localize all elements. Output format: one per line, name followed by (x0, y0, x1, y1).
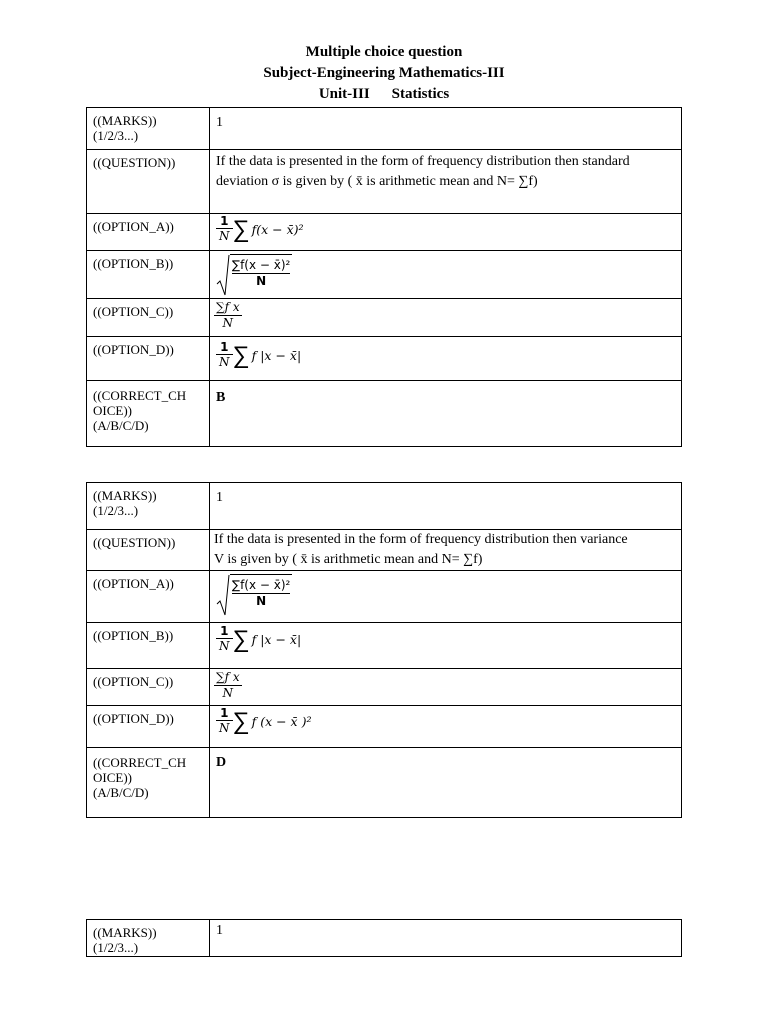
option-a-formula (210, 214, 682, 251)
question-text: If the data is presented in the form of frequency distribution then standard deviation σ is given by ( x̄ is arithmetic mean and N= ∑f) (210, 150, 682, 214)
doc-title: Multiple choice question (305, 44, 463, 60)
sigma-symbol: ∑ (232, 707, 250, 735)
question-table-2 (86, 482, 682, 818)
marks-row (87, 108, 682, 150)
marks-row (87, 920, 682, 957)
fraction: $\frac{\text{∑f x}}{N}$ (216, 670, 240, 700)
doc-subject: Subject-Engineering Mathematics-III (263, 65, 505, 81)
option-d-formula (210, 706, 682, 748)
sigma-symbol: ∑ (232, 341, 250, 369)
question-table-3 (86, 919, 682, 957)
fraction: $\frac{1}{N}$ (216, 215, 233, 243)
correct-label: ((CORRECT_CH OICE)) (A/B/C/D) (87, 748, 210, 818)
option-b-row (87, 623, 682, 669)
option-c-row (87, 669, 682, 706)
sigma-symbol: ∑ (232, 215, 250, 243)
option-b-label: ((OPTION_B)) (87, 251, 210, 299)
question-label: ((QUESTION)) (87, 530, 210, 571)
formula-expression: f (x − x̄ )² (251, 713, 312, 729)
correct-label: ((CORRECT_CH OICE)) (A/B/C/D) (87, 381, 210, 447)
option-c-formula (210, 669, 682, 706)
sigma-symbol: ∑ (232, 625, 250, 653)
option-a-row (87, 214, 682, 251)
option-d-label: ((OPTION_D)) (87, 337, 210, 381)
fraction: $\frac{\text{∑f x}}{N}$ (216, 300, 240, 330)
option-d-formula (210, 337, 682, 381)
correct-answer: D (210, 748, 682, 818)
question-row (87, 530, 682, 571)
option-b-formula (210, 251, 682, 299)
square-root: $\frac{\text{∑f(x − x̄)²}}{N}$ (216, 574, 292, 609)
fraction: $\frac{1}{N}$ (216, 707, 233, 735)
marks-value: 1 (210, 108, 682, 150)
fraction: $\frac{1}{N}$ (216, 625, 233, 653)
correct-row (87, 381, 682, 447)
correct-row (87, 748, 682, 818)
marks-label: ((MARKS)) (1/2/3...) (87, 108, 210, 150)
question-text: If the data is presented in the form of frequency distribution then variance V is given by ( x̄ is arithmetic mean and N= ∑f) (210, 530, 682, 571)
option-d-row (87, 337, 682, 381)
marks-label: ((MARKS)) (1/2/3...) (87, 920, 210, 957)
correct-answer: B (210, 381, 682, 447)
option-a-label: ((OPTION_A)) (87, 214, 210, 251)
option-d-label: ((OPTION_D)) (87, 706, 210, 748)
question-table-1 (86, 107, 682, 447)
option-a-row (87, 571, 682, 623)
doc-unit (0, 86, 768, 103)
option-b-label: ((OPTION_B)) (87, 623, 210, 669)
formula-expression: f(x − x̄)² (251, 221, 304, 237)
option-a-label: ((OPTION_A)) (87, 571, 210, 623)
question-label: ((QUESTION)) (87, 150, 210, 214)
formula-expression: f |x − x̄| (251, 347, 302, 363)
option-b-formula (210, 623, 682, 669)
question-row (87, 150, 682, 214)
formula-expression: f |x − x̄| (251, 631, 302, 647)
unit-label: Unit-III (318, 86, 370, 102)
square-root: $\frac{\text{∑f(x − x̄)²}}{N}$ (216, 254, 292, 289)
fraction: $\frac{1}{N}$ (216, 341, 233, 369)
option-c-label: ((OPTION_C)) (87, 669, 210, 706)
option-a-formula (210, 571, 682, 623)
marks-label: ((MARKS)) (1/2/3...) (87, 483, 210, 530)
marks-row (87, 483, 682, 530)
unit-topic: Statistics (391, 86, 450, 102)
marks-value: 1 (210, 920, 682, 957)
option-d-row (87, 706, 682, 748)
option-c-row (87, 299, 682, 337)
marks-value: 1 (210, 483, 682, 530)
option-c-formula (210, 299, 682, 337)
option-c-label: ((OPTION_C)) (87, 299, 210, 337)
option-b-row (87, 251, 682, 299)
